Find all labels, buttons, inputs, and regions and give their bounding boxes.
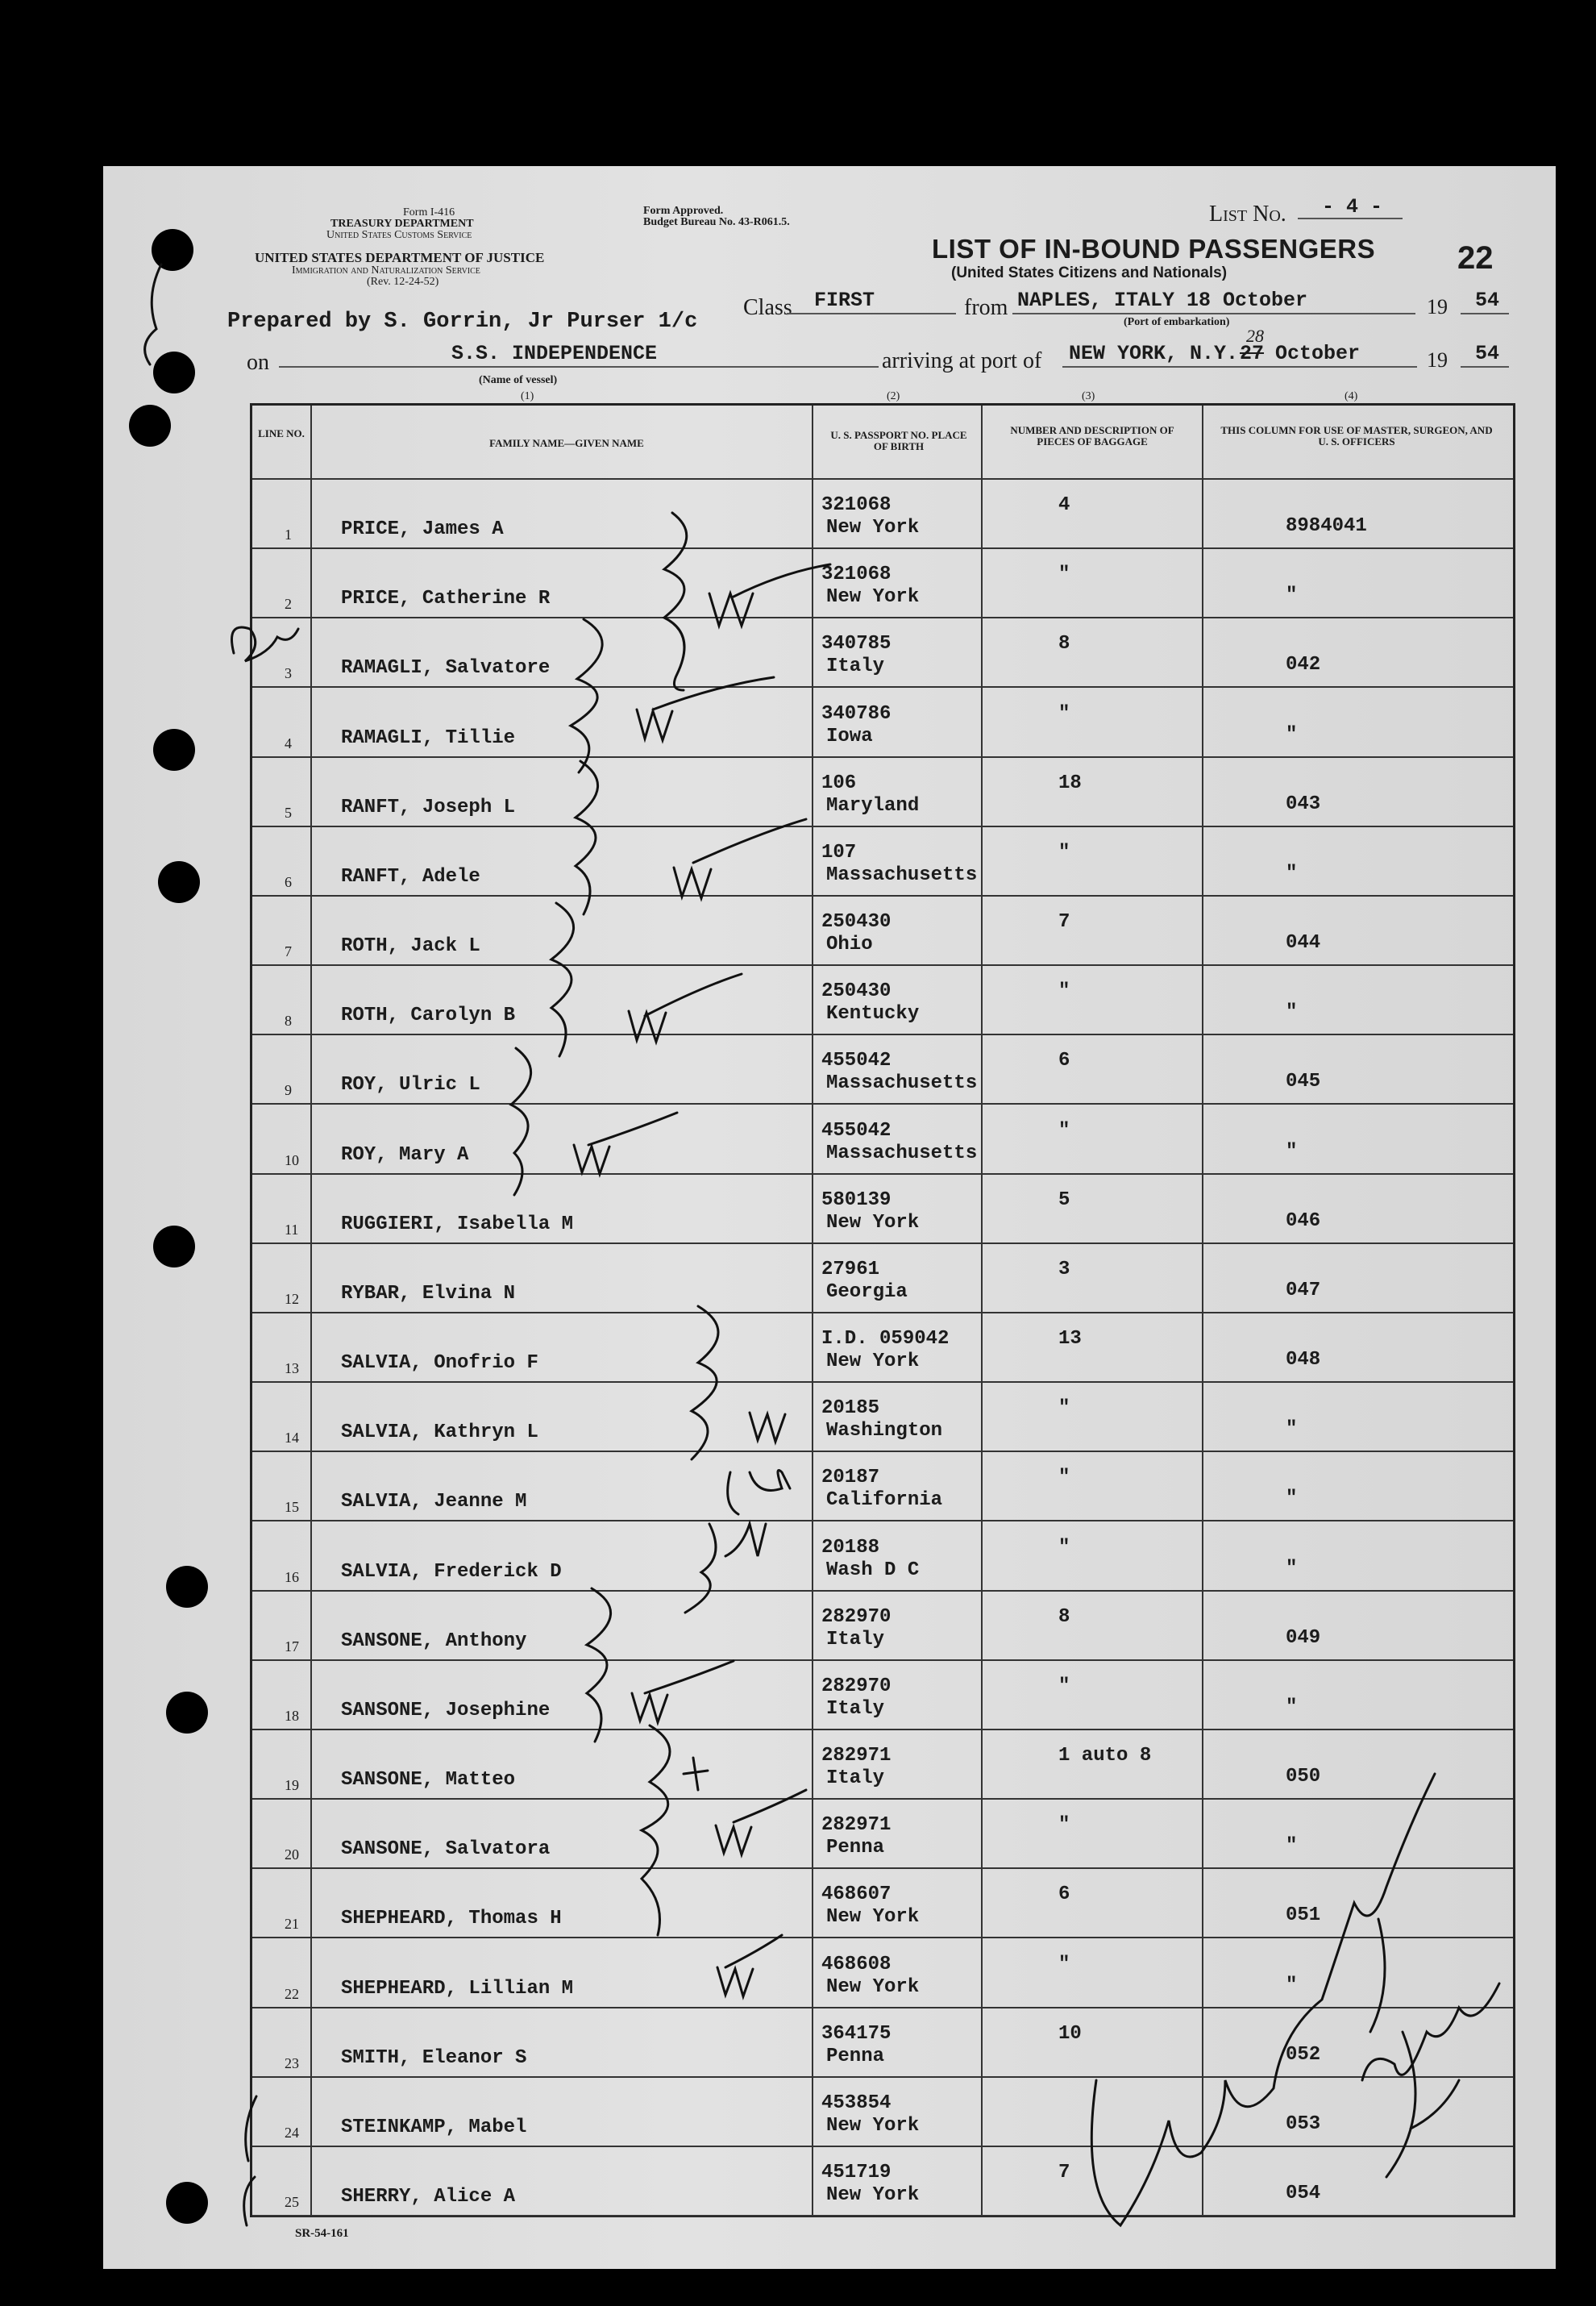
baggage-count: 3 <box>1058 1258 1070 1280</box>
birthplace: New York <box>826 586 920 609</box>
line-number: 16 <box>285 1568 299 1585</box>
col-number-2: (2) <box>887 390 900 402</box>
birthplace: Penna <box>826 1837 885 1859</box>
passport-number: 580139 <box>821 1188 892 1211</box>
birthplace: Italy <box>826 656 885 678</box>
baggage-count: 6 <box>1058 1884 1070 1906</box>
baggage-count: " <box>1058 1467 1070 1489</box>
passport-number: 455042 <box>821 1050 892 1072</box>
arrival-day-struck: 27 <box>1240 342 1265 365</box>
customs-service: United States Customs Service <box>326 229 472 241</box>
passport-number: 340785 <box>821 633 892 656</box>
class-value: FIRST <box>814 289 875 312</box>
page-number: 22 <box>1457 240 1494 276</box>
baggage-count: " <box>1058 841 1070 864</box>
birthplace: New York <box>826 1975 920 1998</box>
passport-number: 282970 <box>821 1605 892 1628</box>
officer-number: 8984041 <box>1286 515 1367 538</box>
passport-number: 27961 <box>821 1258 880 1280</box>
birthplace: Massachusetts <box>826 1142 978 1164</box>
line-number: 4 <box>285 735 292 751</box>
passenger-name: PRICE, Catherine R <box>341 588 551 610</box>
line-number: 23 <box>285 2054 299 2071</box>
passport-number: 107 <box>821 841 857 864</box>
on-label: on <box>247 350 269 375</box>
baggage-count: 7 <box>1058 911 1070 934</box>
birthplace: California <box>826 1489 943 1512</box>
baggage-count: 13 <box>1058 1328 1082 1351</box>
embark-caption: (Port of embarkation) <box>1124 316 1230 328</box>
passenger-name: RANFT, Joseph L <box>341 796 516 818</box>
passenger-name: RAMAGLI, Tillie <box>341 726 516 749</box>
officer-number: " <box>1286 1001 1298 1024</box>
arrival-day-handwritten: 28 <box>1246 326 1264 346</box>
passenger-name: ROTH, Jack L <box>341 935 480 958</box>
passenger-name: SANSONE, Matteo <box>341 1769 516 1792</box>
birthplace: Iowa <box>826 725 873 747</box>
line-number: 20 <box>285 1846 299 1863</box>
passenger-name: SALVIA, Kathryn L <box>341 1421 538 1444</box>
officer-number: 042 <box>1286 654 1321 676</box>
officer-number: 053 <box>1286 2112 1321 2135</box>
from-label: from <box>964 295 1008 320</box>
line-number: 5 <box>285 804 292 821</box>
list-no-label: List No. <box>1209 202 1286 227</box>
col-header-officers: THIS COLUMN FOR USE OF MASTER, SURGEON, AND U. S. OFFICERS <box>1220 424 1493 447</box>
passenger-name: SALVIA, Frederick D <box>341 1560 562 1583</box>
line-number: 22 <box>285 1985 299 2002</box>
passenger-name: RYBAR, Elvina N <box>341 1282 516 1305</box>
baggage-count: " <box>1058 1814 1070 1837</box>
baggage-count: " <box>1058 1675 1070 1697</box>
passport-number: 20185 <box>821 1397 880 1420</box>
passenger-name: SHEPHEARD, Thomas H <box>341 1908 562 1930</box>
treasury-dept: TREASURY DEPARTMENT <box>330 218 474 230</box>
passenger-name: SANSONE, Anthony <box>341 1630 527 1652</box>
officer-number: " <box>1286 1835 1298 1858</box>
line-number: 6 <box>285 873 292 890</box>
form-revision: (Rev. 12-24-52) <box>367 276 439 288</box>
col-number-3: (3) <box>1082 390 1095 402</box>
passenger-name: SHEPHEARD, Lillian M <box>341 1977 574 2000</box>
passport-number: 453854 <box>821 2092 892 2114</box>
officer-number: 047 <box>1286 1279 1321 1301</box>
birthplace: Massachusetts <box>826 1072 978 1095</box>
officer-number: 048 <box>1286 1349 1321 1372</box>
birthplace: Georgia <box>826 1280 908 1303</box>
line-number: 1 <box>285 527 292 543</box>
embark-port: NAPLES, ITALY 18 October <box>1017 289 1308 312</box>
baggage-count: " <box>1058 1397 1070 1420</box>
birthplace: New York <box>826 2184 920 2206</box>
col-header-line: LINE NO. <box>258 427 305 439</box>
col-header-baggage: NUMBER AND DESCRIPTION OF PIECES OF BAGGAGE <box>1010 424 1174 447</box>
line-number: 9 <box>285 1082 292 1099</box>
col-header-passport: U. S. PASSPORT NO. PLACE OF BIRTH <box>830 429 967 452</box>
birthplace: New York <box>826 1351 920 1373</box>
officer-number: " <box>1286 862 1298 885</box>
baggage-count: " <box>1058 1536 1070 1559</box>
line-number: 18 <box>285 1707 299 1724</box>
birthplace: Wash D C <box>826 1559 920 1581</box>
officer-number: 045 <box>1286 1071 1321 1093</box>
page-title: LIST OF IN-BOUND PASSENGERS <box>932 234 1376 264</box>
baggage-count: 1 auto 8 <box>1058 1745 1152 1767</box>
passenger-name: ROY, Ulric L <box>341 1074 480 1097</box>
arrival-month: October <box>1275 342 1361 365</box>
col-number-4: (4) <box>1345 390 1358 402</box>
page-subtitle: (United States Citizens and Nationals) <box>951 264 1228 281</box>
passport-number: 20188 <box>821 1536 880 1559</box>
birthplace: Ohio <box>826 934 873 956</box>
birthplace: New York <box>826 517 920 539</box>
passport-number: 250430 <box>821 911 892 934</box>
passport-number: 20187 <box>821 1467 880 1489</box>
baggage-count: 8 <box>1058 1605 1070 1628</box>
prepared-by: Prepared by S. Gorrin, Jr Purser 1/c <box>227 310 698 334</box>
baggage-count: " <box>1058 980 1070 1003</box>
passenger-name: RANFT, Adele <box>341 865 480 888</box>
line-number: 25 <box>285 2194 299 2210</box>
budget-bureau: Budget Bureau No. 43-R061.5. <box>643 216 790 228</box>
passport-number: 282970 <box>821 1675 892 1697</box>
ins-service: Immigration and Naturalization Service <box>292 264 480 277</box>
baggage-count: " <box>1058 1953 1070 1975</box>
footer-code: SR-54-161 <box>295 2227 349 2240</box>
birthplace: New York <box>826 2114 920 2137</box>
line-number: 3 <box>285 665 292 682</box>
officer-number: " <box>1286 1488 1298 1510</box>
baggage-count: " <box>1058 702 1070 725</box>
officer-number: " <box>1286 1696 1298 1718</box>
col-header-name: FAMILY NAME—GIVEN NAME <box>489 437 644 449</box>
list-no-value: - 4 - <box>1322 195 1383 219</box>
birthplace: New York <box>826 1211 920 1234</box>
officer-number: 054 <box>1286 2183 1321 2204</box>
passenger-name: STEINKAMP, Mabel <box>341 2116 527 2138</box>
passport-number: 451719 <box>821 2162 892 2183</box>
passenger-name: PRICE, James A <box>341 518 504 541</box>
arrival-year: 54 <box>1475 342 1500 365</box>
col-number-1: (1) <box>521 390 534 402</box>
birthplace: Italy <box>826 1697 885 1720</box>
officer-number: " <box>1286 723 1298 746</box>
baggage-count: 6 <box>1058 1050 1070 1072</box>
officer-number: 044 <box>1286 932 1321 955</box>
line-number: 2 <box>285 596 292 613</box>
baggage-count: 8 <box>1058 633 1070 656</box>
officer-number: " <box>1286 1140 1298 1163</box>
baggage-count: 10 <box>1058 2022 1082 2045</box>
birthplace: Penna <box>826 2045 885 2067</box>
line-number: 24 <box>285 2124 299 2141</box>
passenger-name: SMITH, Eleanor S <box>341 2046 527 2069</box>
passenger-name: SANSONE, Josephine <box>341 1699 551 1721</box>
birthplace: Kentucky <box>826 1003 920 1026</box>
arrival-port: NEW YORK, N.Y. <box>1069 342 1239 365</box>
officer-number: 050 <box>1286 1766 1321 1788</box>
justice-dept: UNITED STATES DEPARTMENT OF JUSTICE <box>255 250 545 265</box>
line-number: 17 <box>285 1638 299 1655</box>
arriving-label: arriving at port of <box>882 348 1042 373</box>
form-approved: Form Approved. <box>643 205 724 217</box>
birthplace: New York <box>826 1906 920 1929</box>
birthplace: Maryland <box>826 794 920 817</box>
from-year: 54 <box>1475 289 1500 312</box>
vessel-caption: (Name of vessel) <box>479 374 558 386</box>
passport-number: 455042 <box>821 1119 892 1142</box>
officer-number: 049 <box>1286 1626 1321 1649</box>
line-number: 15 <box>285 1499 299 1516</box>
line-number: 14 <box>285 1430 299 1446</box>
line-number: 11 <box>285 1221 299 1238</box>
passenger-name: SALVIA, Onofrio F <box>341 1352 538 1375</box>
birthplace: Washington <box>826 1420 943 1442</box>
passport-number: I.D. 059042 <box>821 1328 950 1351</box>
birthplace: Massachusetts <box>826 864 978 886</box>
baggage-count: 5 <box>1058 1188 1070 1211</box>
passenger-name: SHERRY, Alice A <box>341 2186 516 2208</box>
passport-number: 321068 <box>821 494 892 517</box>
line-number: 8 <box>285 1013 292 1030</box>
passport-number: 250430 <box>821 980 892 1003</box>
line-number: 21 <box>285 1916 299 1933</box>
officer-number: 043 <box>1286 793 1321 815</box>
passport-number: 468607 <box>821 1884 892 1906</box>
baggage-count: 7 <box>1058 2162 1070 2183</box>
class-label: Class <box>743 295 792 320</box>
officer-number: " <box>1286 1418 1298 1441</box>
baggage-count: " <box>1058 1119 1070 1142</box>
passport-number: 468608 <box>821 1953 892 1975</box>
passenger-name: ROY, Mary A <box>341 1143 469 1166</box>
line-number: 12 <box>285 1290 299 1307</box>
line-number: 13 <box>285 1360 299 1377</box>
passenger-name: SALVIA, Jeanne M <box>341 1491 527 1513</box>
line-number: 19 <box>285 1777 299 1794</box>
officer-number: 051 <box>1286 1904 1321 1927</box>
baggage-count: " <box>1058 564 1070 586</box>
officer-number: " <box>1286 1557 1298 1580</box>
officer-number: " <box>1286 1974 1298 1996</box>
form-number: Form I-416 <box>403 206 455 219</box>
birthplace: Italy <box>826 1767 885 1790</box>
passenger-name: RAMAGLI, Salvatore <box>341 657 551 680</box>
passport-number: 321068 <box>821 564 892 586</box>
baggage-count: 18 <box>1058 772 1082 794</box>
officer-number: 046 <box>1286 1209 1321 1232</box>
line-number: 10 <box>285 1151 299 1168</box>
passport-number: 106 <box>821 772 857 794</box>
passport-number: 282971 <box>821 1814 892 1837</box>
arrival-year-prefix: 19 <box>1427 348 1448 372</box>
passenger-name: SANSONE, Salvatora <box>341 1838 551 1861</box>
passenger-name: RUGGIERI, Isabella M <box>341 1213 574 1235</box>
passport-number: 340786 <box>821 702 892 725</box>
line-number: 7 <box>285 943 292 960</box>
from-year-prefix: 19 <box>1427 295 1448 318</box>
vessel-name: S.S. INDEPENDENCE <box>451 342 658 365</box>
passport-number: 282971 <box>821 1745 892 1767</box>
officer-number: " <box>1286 585 1298 607</box>
baggage-count: 4 <box>1058 494 1070 517</box>
passenger-name: ROTH, Carolyn B <box>341 1005 516 1027</box>
officer-number: 052 <box>1286 2043 1321 2066</box>
passport-number: 364175 <box>821 2022 892 2045</box>
birthplace: Italy <box>826 1628 885 1650</box>
